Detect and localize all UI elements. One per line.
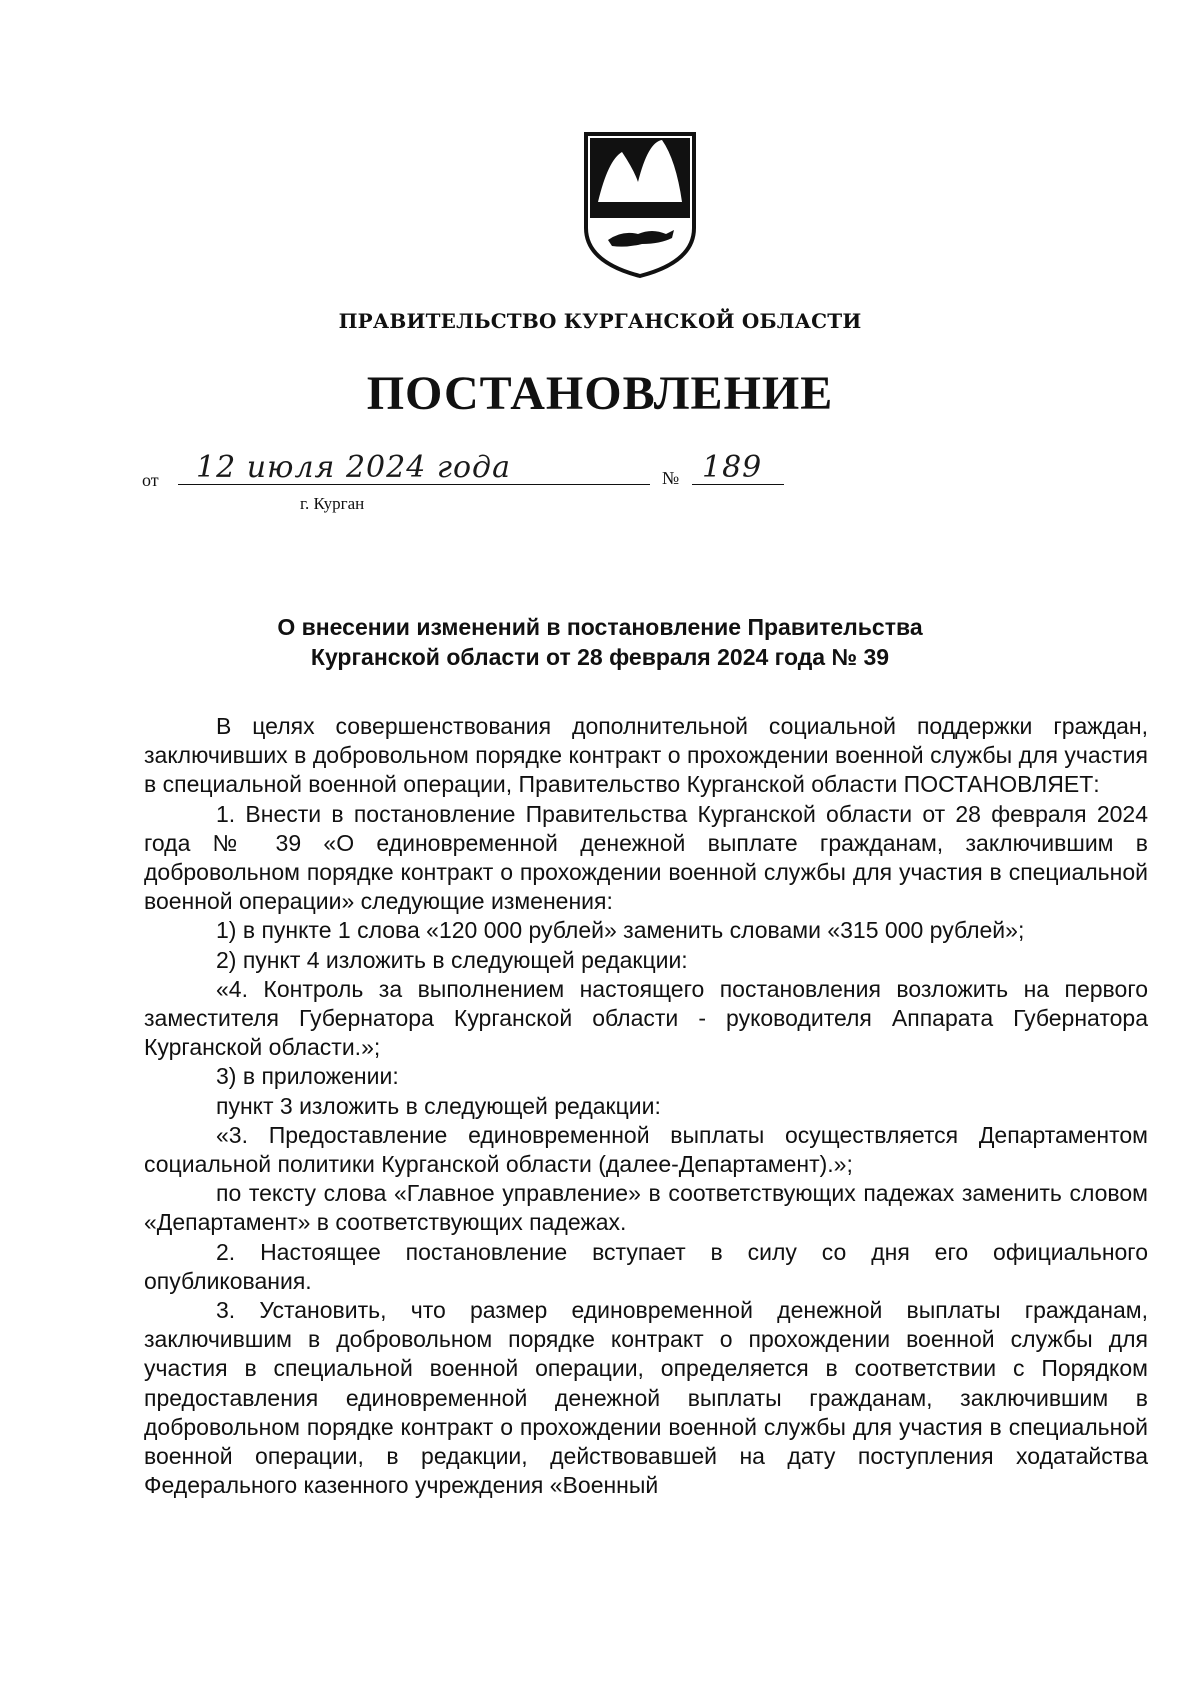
document-type-title: ПОСТАНОВЛЕНИЕ: [366, 367, 834, 420]
paragraph: «4. Контроль за выполнением настоящего постановления возложить на первого заместителя Губернатора Курганской области - руководителя Аппарата Губернатора Курганской области.»;: [144, 975, 1148, 1061]
paragraph: 2) пункт 4 изложить в следующей редакции:: [216, 946, 688, 973]
paragraph: по тексту слова «Главное управление» в соответствующих падежах заменить словом «Департамент» в соответствующих падежах.: [144, 1180, 1148, 1236]
organization-name: ПРАВИТЕЛЬСТВО КУРГАНСКОЙ ОБЛАСТИ: [338, 309, 862, 333]
paragraph: 3. Установить, что размер единовременной денежной выплаты гражданам, заключившим в добровольном порядке контракт о прохождении военной службы для участия в специальной военной операции, определяется в соответствии с Порядком предоставления единовременной денежной выплаты гражданам, заключившим в добровольном порядке контракт о прохождении военной службы для участия в специальной военной операции, в редакции, действовавшей на дату поступления ходатайства Федерального казенного учреждения «Военный: [144, 1297, 1148, 1499]
number-prefix: №: [662, 468, 680, 488]
paragraph: В целях совершенствования дополнительной социальной поддержки граждан, заключивших в добровольном порядке контракт о прохождении военной службы для участия в специальной военной операции, Правительство Курганской области ПОСТАНОВЛЯЕТ:: [144, 713, 1148, 798]
subject-line-1: О внесении изменений в постановление Правительства: [277, 614, 923, 640]
city-label: г. Курган: [300, 494, 365, 513]
paragraph: пункт 3 изложить в следующей редакции:: [216, 1092, 661, 1119]
paragraph: 1. Внести в постановление Правительства Курганской области от 28 февраля 2024 года № 39 «О единовременной денежной выплате гражданам, заключившим в добровольном порядке контракт о прохождении военной службы для участия в специальной военной операции» следующие изменения:: [144, 800, 1148, 915]
handwritten-number: 189: [702, 450, 763, 485]
number-field: [692, 450, 784, 485]
date-prefix: от: [142, 470, 159, 490]
paragraph: «3. Предоставление единовременной выплаты осуществляется Департаментом социальной политики Курганской области (далее-Департамент).»;: [144, 1121, 1148, 1178]
date-field: [178, 450, 650, 485]
subject-line-2: Курганской области от 28 февраля 2024 года № 39: [310, 644, 890, 670]
handwritten-date: 12 июля 2024 года: [196, 450, 511, 485]
paragraph: 1) в пункте 1 слова «120 000 рублей» заменить словами «315 000 рублей»;: [216, 917, 1025, 944]
kurgan-oblast-coat-of-arms-icon: [582, 130, 698, 280]
paragraph: 3) в приложении:: [216, 1063, 399, 1090]
paragraph: 2. Настоящее постановление вступает в силу со дня его официального опубликования.: [144, 1238, 1148, 1294]
document-subject: [0, 612, 1200, 672]
date-number-line: [142, 450, 763, 490]
document-body: [144, 712, 1148, 1500]
